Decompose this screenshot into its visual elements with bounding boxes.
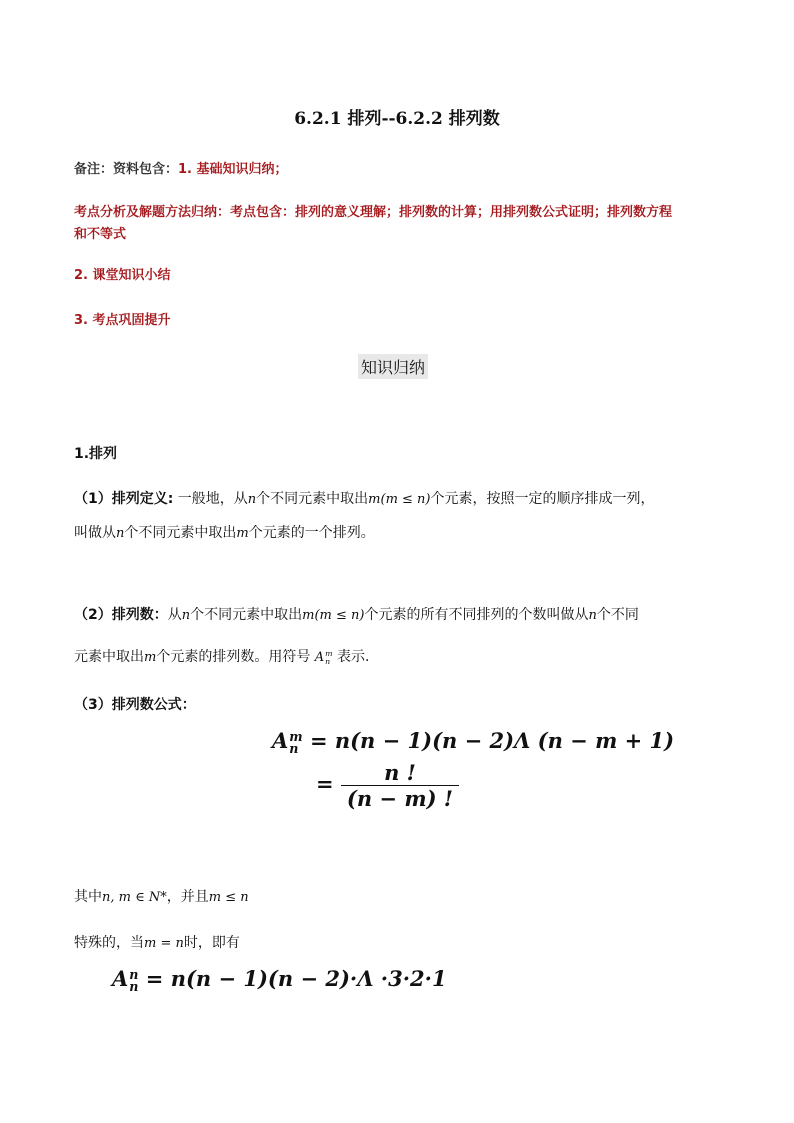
permutation-formula-line-1: A m n = n(n − 1)(n − 2)Λ (n − m + 1) xyxy=(272,728,675,756)
notes-line-1 xyxy=(74,158,288,177)
definition-paragraph-line-2: 叫做从n个不同元素中取出m个元素的一个排列。 xyxy=(74,525,375,541)
notes-item-1: 1. 基础知识归纳； xyxy=(178,162,288,177)
special-case-line: 特殊的，当m = n时，即有 xyxy=(74,935,240,951)
notes-item-1-detail-line-1: 考点分析及解题方法归纳：考点包含：排列的意义理解；排列数的计算；用排列数公式证明；排列数方程 xyxy=(74,205,673,220)
condition-line: 其中n, m ∈ N*，并且m ≤ n xyxy=(74,889,249,905)
permutation-number-label: （2）排列数： xyxy=(74,607,168,623)
factorial-fraction: $\frac{n !}{(n - m) !}$ xyxy=(341,760,459,811)
definition-label: （1）排列定义: xyxy=(74,491,174,507)
definition-paragraph-line-1: （1）排列定义: 一般地，从n个不同元素中取出m(m ≤ n)个元素，按照一定的顺序排成一列， xyxy=(74,491,655,507)
permutation-symbol: A m n xyxy=(314,649,333,666)
notes-item-2: 2. 课堂知识小结 xyxy=(74,268,171,283)
formula-heading: （3）排列数公式： xyxy=(74,697,196,713)
notes-item-3: 3. 考点巩固提升 xyxy=(74,313,171,328)
notes-prefix: 备注：资料包含： xyxy=(74,162,179,177)
page-title: 6.2.1 排列--6.2.2 排列数 xyxy=(294,109,500,129)
notes-item-1-detail-line-2: 和不等式 xyxy=(74,227,127,242)
full-permutation-formula: A n n = n(n − 1)(n − 2)·Λ ·3·2·1 xyxy=(112,966,447,994)
section-heading: 知识归纳 xyxy=(358,354,428,379)
section-1-heading: 1.排列 xyxy=(74,446,118,462)
permutation-formula-line-2: = $\frac{n !}{(n - m) !}$ xyxy=(316,760,459,811)
permutation-number-line-1: （2）排列数：从n个不同元素中取出m(m ≤ n)个元素的所有不同排列的个数叫做从n个不同 xyxy=(74,607,639,623)
permutation-number-line-2: 元素中取出m个元素的排列数。用符号 A m n 表示. xyxy=(74,649,370,666)
